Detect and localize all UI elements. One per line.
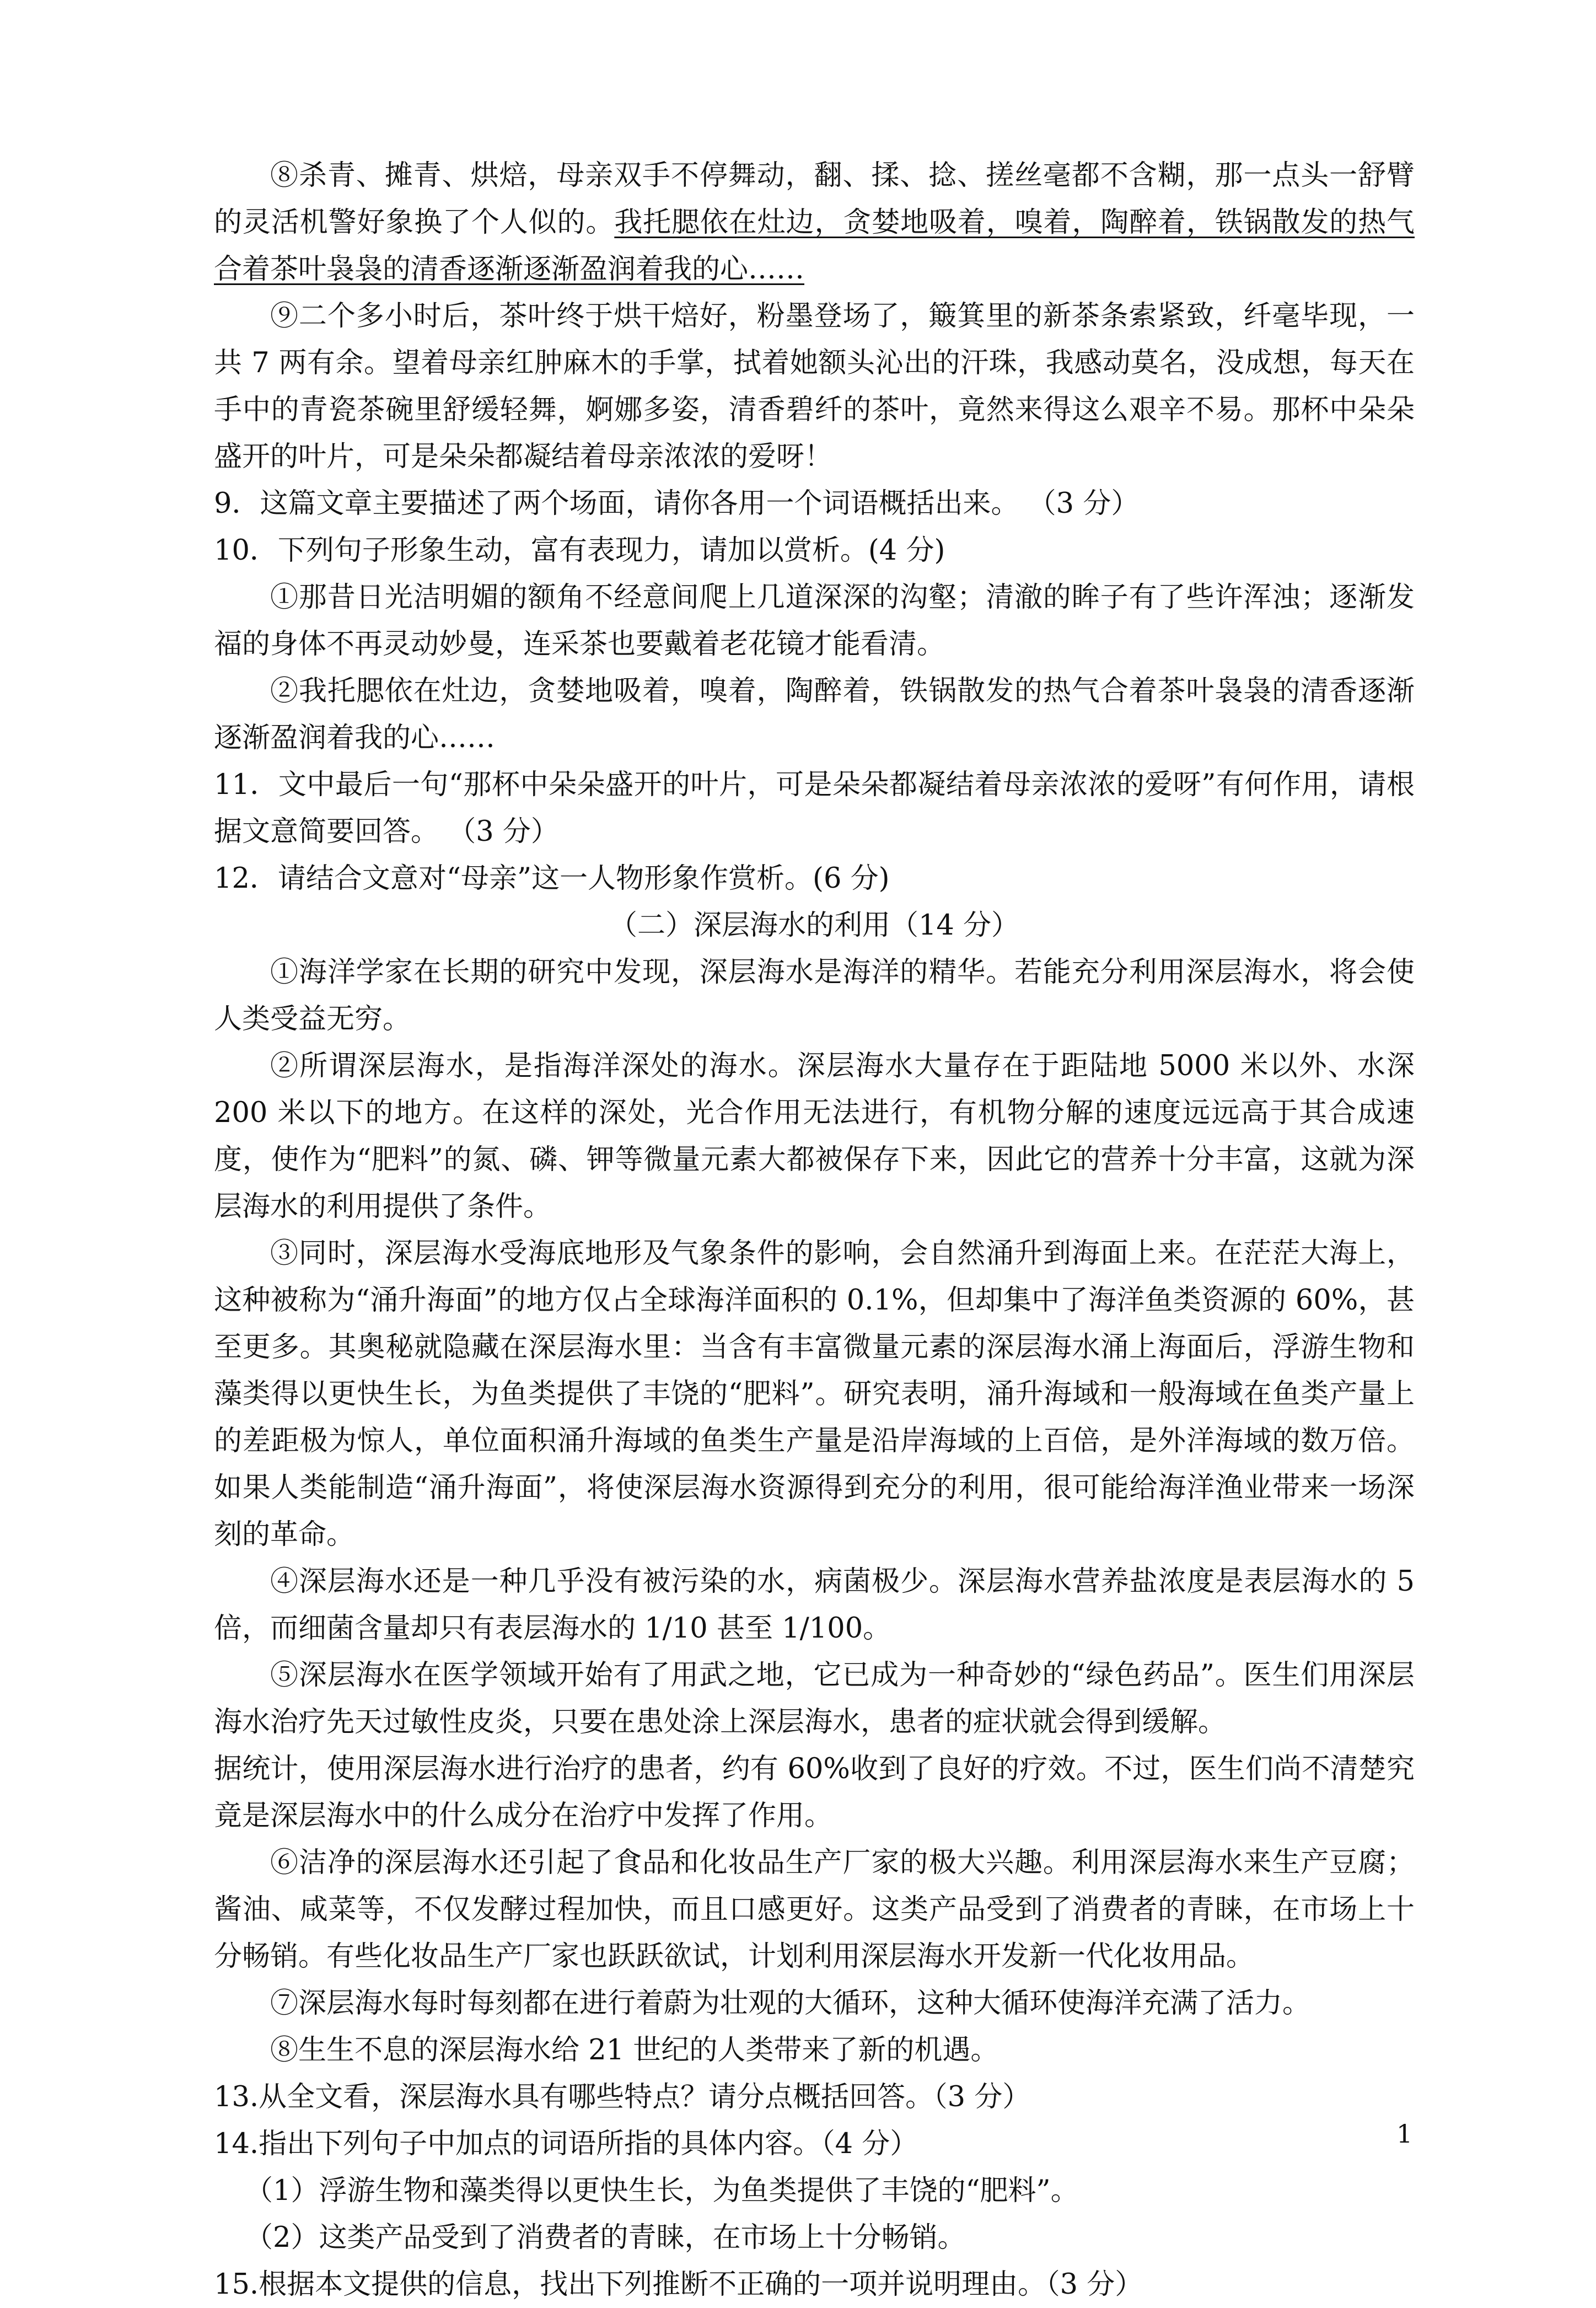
question-10-item-2: ②我托腮依在灶边，贪婪地吸着，嗅着，陶醉着，铁锅散发的热气合着茶叶袅袅的清香逐渐逐渐盈润着我的心……: [214, 675, 1415, 754]
paragraph-9: ⑨二个多小时后，茶叶终于烘干焙好，粉墨登场了，簸箕里的新茶条索紧致，纤毫毕现，一共 7 两有余。望着母亲红肿麻木的手掌，拭着她额头沁出的汗珠，我感动莫名，没成想，每天在手中的青瓷茶碗里舒缓轻舞，婀娜多姿，清香碧纤的茶叶，竟然来得这么艰辛不易。那杯中朵朵盛开的叶片，可是朵朵都凝结着母亲浓浓的爱呀！: [214, 300, 1415, 473]
question-14-item-2: （2）这类产品受到了消费者的青睐，在市场上十分畅销。: [245, 2221, 966, 2254]
underlined-sentence: 我托腮依在灶边，贪婪地吸着，嗅着，陶醉着，铁锅散发的热气合着茶叶袅袅的清香逐渐逐渐盈润着我的心……: [214, 206, 1415, 286]
section2-paragraph-7: ⑦深层海水每时每刻都在进行着蔚为壮观的大循环，这种大循环使海洋充满了活力。: [270, 1987, 1311, 2020]
section2-paragraph-3: ③同时，深层海水受海底地形及气象条件的影响，会自然涌升到海面上来。在茫茫大海上，这种被称为“涌升海面”的地方仅占全球海洋面积的 0.1%，但却集中了海洋鱼类资源的 60%，甚至更多。其奥秘就隐藏在深层海水里：当含有丰富微量元素的深层海水涌上海面后，浮游生物和藻类得以更快生长，为鱼类提供了丰饶的“肥料”。研究表明，涌升海域和一般海域在鱼类产量上的差距极为惊人，单位面积涌升海域的鱼类生产量是沿岸海域的上百倍，是外洋海域的数万倍。如果人类能制造“涌升海面”，将使深层海水资源得到充分的利用，很可能给海洋渔业带来一场深刻的革命。: [214, 1237, 1415, 1551]
section-title: （二）深层海水的利用（14 分）: [609, 909, 1020, 942]
question-14: 14.指出下列句子中加点的词语所指的具体内容。（4 分）: [214, 2128, 918, 2160]
section2-paragraph-2: ②所谓深层海水，是指海洋深处的海水。深层海水大量存在于距陆地 5000 米以外、水深 200 米以下的地方。在这样的深处，光合作用无法进行，有机物分解的速度远远高于其合成速度，使作为“肥料”的氮、磷、钾等微量元素大都被保存下来，因此它的营养十分丰富，这就为深层海水的利用提供了条件。: [214, 1050, 1415, 1223]
paragraph-8: [214, 152, 1415, 293]
section2-paragraph-1: ①海洋学家在长期的研究中发现，深层海水是海洋的精华。若能充分利用深层海水，将会使人类受益无穷。: [214, 956, 1415, 1035]
question-13: 13.从全文看，深层海水具有哪些特点？请分点概括回答。（3 分）: [214, 2081, 1031, 2113]
page-content: [214, 152, 1415, 2308]
section2-paragraph-6: ⑥洁净的深层海水还引起了食品和化妆品生产厂家的极大兴趣。利用深层海水来生产豆腐；酱油、咸菜等，不仅发酵过程加快，而且口感更好。这类产品受到了消费者的青睐，在市场上十分畅销。有些化妆品生产厂家也跃跃欲试，计划利用深层海水开发新一代化妆用品。: [214, 1847, 1415, 1973]
page-number: 1: [1396, 2119, 1413, 2149]
question-9: 9．这篇文章主要描述了两个场面，请你各用一个词语概括出来。 （3 分）: [214, 487, 1140, 520]
question-12: 12．请结合文意对“母亲”这一人物形象作赏析。(6 分): [214, 862, 890, 895]
question-14-item-1: （1）浮游生物和藻类得以更快生长，为鱼类提供了丰饶的“肥料”。: [245, 2175, 1079, 2207]
section2-paragraph-5-continued: 据统计，使用深层海水进行治疗的患者，约有 60%收到了良好的疗效。不过，医生们尚不清楚究竟是深层海水中的什么成分在治疗中发挥了作用。: [214, 1753, 1415, 1832]
question-11: 11．文中最后一句“那杯中朵朵盛开的叶片，可是朵朵都凝结着母亲浓浓的爱呀”有何作用，请根据文意简要回答。 （3 分）: [214, 769, 1415, 848]
paragraph-8-text: ⑧杀青、摊青、烘焙，母亲双手不停舞动，翻、揉、捻、搓丝毫都不含糊，那一点头一舒臂的灵活机警好象换了个人似的。: [214, 159, 1415, 239]
section2-paragraph-8: ⑧生生不息的深层海水给 21 世纪的人类带来了新的机遇。: [270, 2034, 999, 2067]
question-15: 15.根据本文提供的信息，找出下列推断不正确的一项并说明理由。（3 分）: [214, 2268, 1143, 2301]
question-10: 10．下列句子形象生动，富有表现力，请加以赏析。(4 分): [214, 534, 945, 567]
section2-paragraph-5: ⑤深层海水在医学领域开始有了用武之地，它已成为一种奇妙的“绿色药品”。医生们用深层海水治疗先天过敏性皮炎，只要在患处涂上深层海水，患者的症状就会得到缓解。: [214, 1659, 1415, 1738]
question-10-item-1: ①那昔日光洁明媚的额角不经意间爬上几道深深的沟壑；清澈的眸子有了些许浑浊；逐渐发福的身体不再灵动妙曼，连采茶也要戴着老花镜才能看清。: [214, 581, 1415, 661]
section2-paragraph-4: ④深层海水还是一种几乎没有被污染的水，病菌极少。深层海水营养盐浓度是表层海水的 5 倍，而细菌含量却只有表层海水的 1/10 甚至 1/100。: [214, 1565, 1415, 1645]
